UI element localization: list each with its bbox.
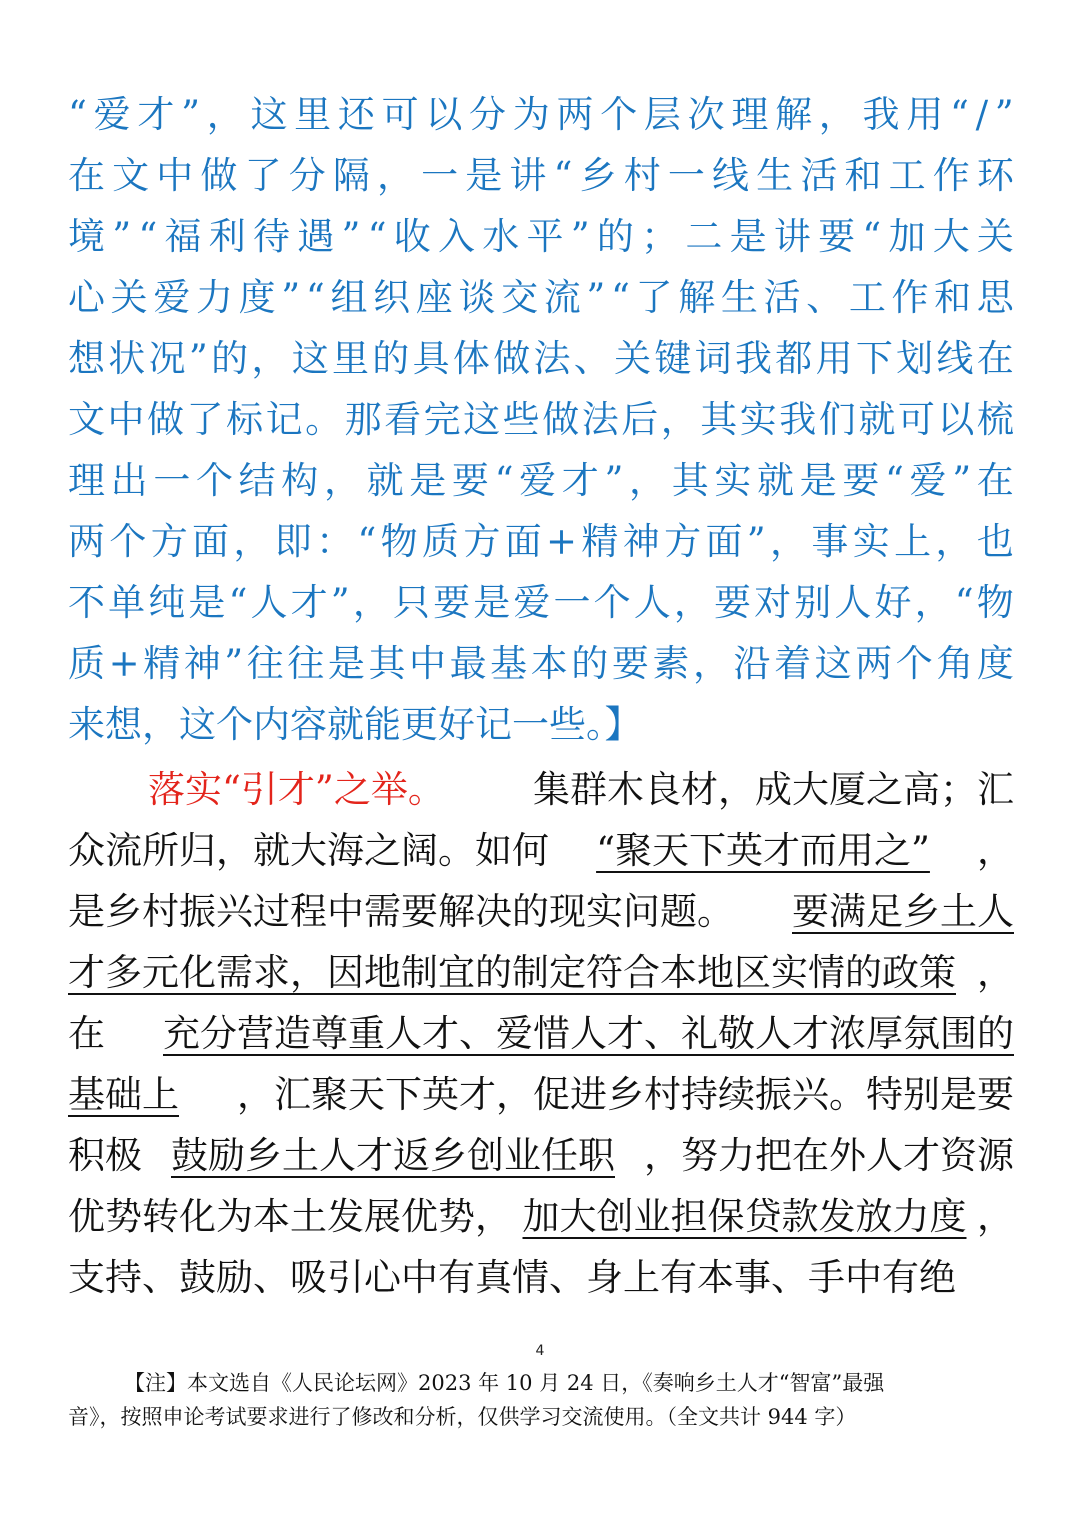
commentary-line: 在 文 中 做 了 分 隔 ， 一 是 讲 “ 乡 村 一 线 生 活 和 工 作 环 <box>68 154 1014 197</box>
commentary-line: 境 ” “ 福 利 待 遇 ” “ 收 入 水 平 ” 的 ； 二 是 讲 要 “ 加 大 关 <box>68 215 1014 258</box>
underlined-keyword: 鼓励乡土人才返乡创业任职 <box>171 1134 615 1177</box>
article-line-8 <box>68 1186 1014 1247</box>
underlined-keyword: 才多元化需求，因地制宜的制定符合本地区实情的政策 <box>68 951 956 994</box>
article-text: 集群木良材，成大厦之高；汇 <box>533 768 1014 811</box>
commentary-line: 理 出 一 个 结 构 ， 就 是 要 “ 爱 才 ” ， 其 实 就 是 要 “ 爱 ” 在 <box>68 459 1014 502</box>
main-article-block <box>68 759 1014 1308</box>
footnote-line-2: 音》，按照申论考试要求进行了修改和分析，仅供学习交流使用。（全文共计 944 字） <box>68 1405 857 1429</box>
article-text: ，汇聚天下英才，促进乡村持续振兴。特别是要 <box>237 1073 1014 1116</box>
commentary-line: 质 + 精 神 ” 往 往 是 其 中 最 基 本 的 要 素 ， 沿 着 这 两 个 角 度 <box>68 642 1014 685</box>
commentary-line: 不 单 纯 是 “ 人 才 ” ， 只 要 是 爱 一 个 人 ， 要 对 别 人 好 ， “ 物 <box>68 581 1014 624</box>
article-text: ， <box>977 1195 1014 1238</box>
article-text: 积极 <box>68 1134 142 1177</box>
commentary-line: “ 爱 才 ” ， 这 里 还 可 以 分 为 两 个 层 次 理 解 ， 我 用 “ / ” <box>68 93 1014 136</box>
article-text: 支持、鼓励、吸引心中有真情、身上有本事、手中有绝 <box>68 1256 956 1299</box>
commentary-line: 心 关 爱 力 度 ” “ 组 织 座 谈 交 流 ” “ 了 解 生 活 、 工 作 和 思 <box>68 276 1014 319</box>
commentary-line: 来想，这个内容就能更好记一些。】 <box>68 703 642 746</box>
underlined-keyword: “聚天下英才而用之” <box>596 829 930 872</box>
underlined-keyword: 基础上 <box>68 1073 179 1116</box>
underlined-keyword: 加大创业担保贷款发放力度 <box>522 1195 967 1238</box>
article-line-4 <box>68 942 1014 1003</box>
article-text: ， <box>977 951 1014 994</box>
article-text: 在 <box>68 1012 105 1055</box>
article-line-9 <box>68 1247 1014 1308</box>
article-line-2 <box>68 820 1014 881</box>
footnote-line-1: 【注】本文选自《人民论坛网》2023 年 10 月 24 日，《奏响乡土人才“智富”最强 <box>124 1371 885 1395</box>
article-line-7 <box>68 1125 1014 1186</box>
underlined-keyword: 要满足乡土人 <box>792 890 1014 933</box>
document-page <box>68 84 1014 1308</box>
article-text: ，努力把在外人才资源 <box>644 1134 1014 1177</box>
underlined-keyword: 充分营造尊重人才、爱惜人才、礼敬人才浓厚氛围的 <box>163 1012 1014 1055</box>
commentary-line: 想 状 况 ” 的 ， 这 里 的 具 体 做 法 、 关 键 词 我 都 用 下 划 线 在 <box>68 337 1014 380</box>
article-text: 众流所归，就大海之阔。如何 <box>68 829 549 872</box>
page-number: 4 <box>535 1343 545 1359</box>
article-text: ， <box>977 829 1014 872</box>
commentary-line: 文 中 做 了 标 记 。 那 看 完 这 些 做 法 后 ， 其 实 我 们 就 可 以 梳 <box>68 398 1014 441</box>
commentary-line: 两 个 方 面 ， 即 ： “ 物 质 方 面 + 精 神 方 面 ” ， 事 实 上 ， 也 <box>68 520 1014 563</box>
article-text: 是乡村振兴过程中需要解决的现实问题。 <box>68 890 734 933</box>
footnote <box>68 1366 1014 1434</box>
article-line-5 <box>68 1003 1014 1064</box>
section-heading: 落实“引才”之举。 <box>148 768 445 811</box>
article-text: 优势转化为本土发展优势， <box>68 1195 512 1238</box>
article-line-6 <box>68 1064 1014 1125</box>
article-line-3 <box>68 881 1014 942</box>
blue-commentary-block <box>68 84 1014 755</box>
article-line-1 <box>68 759 1014 820</box>
